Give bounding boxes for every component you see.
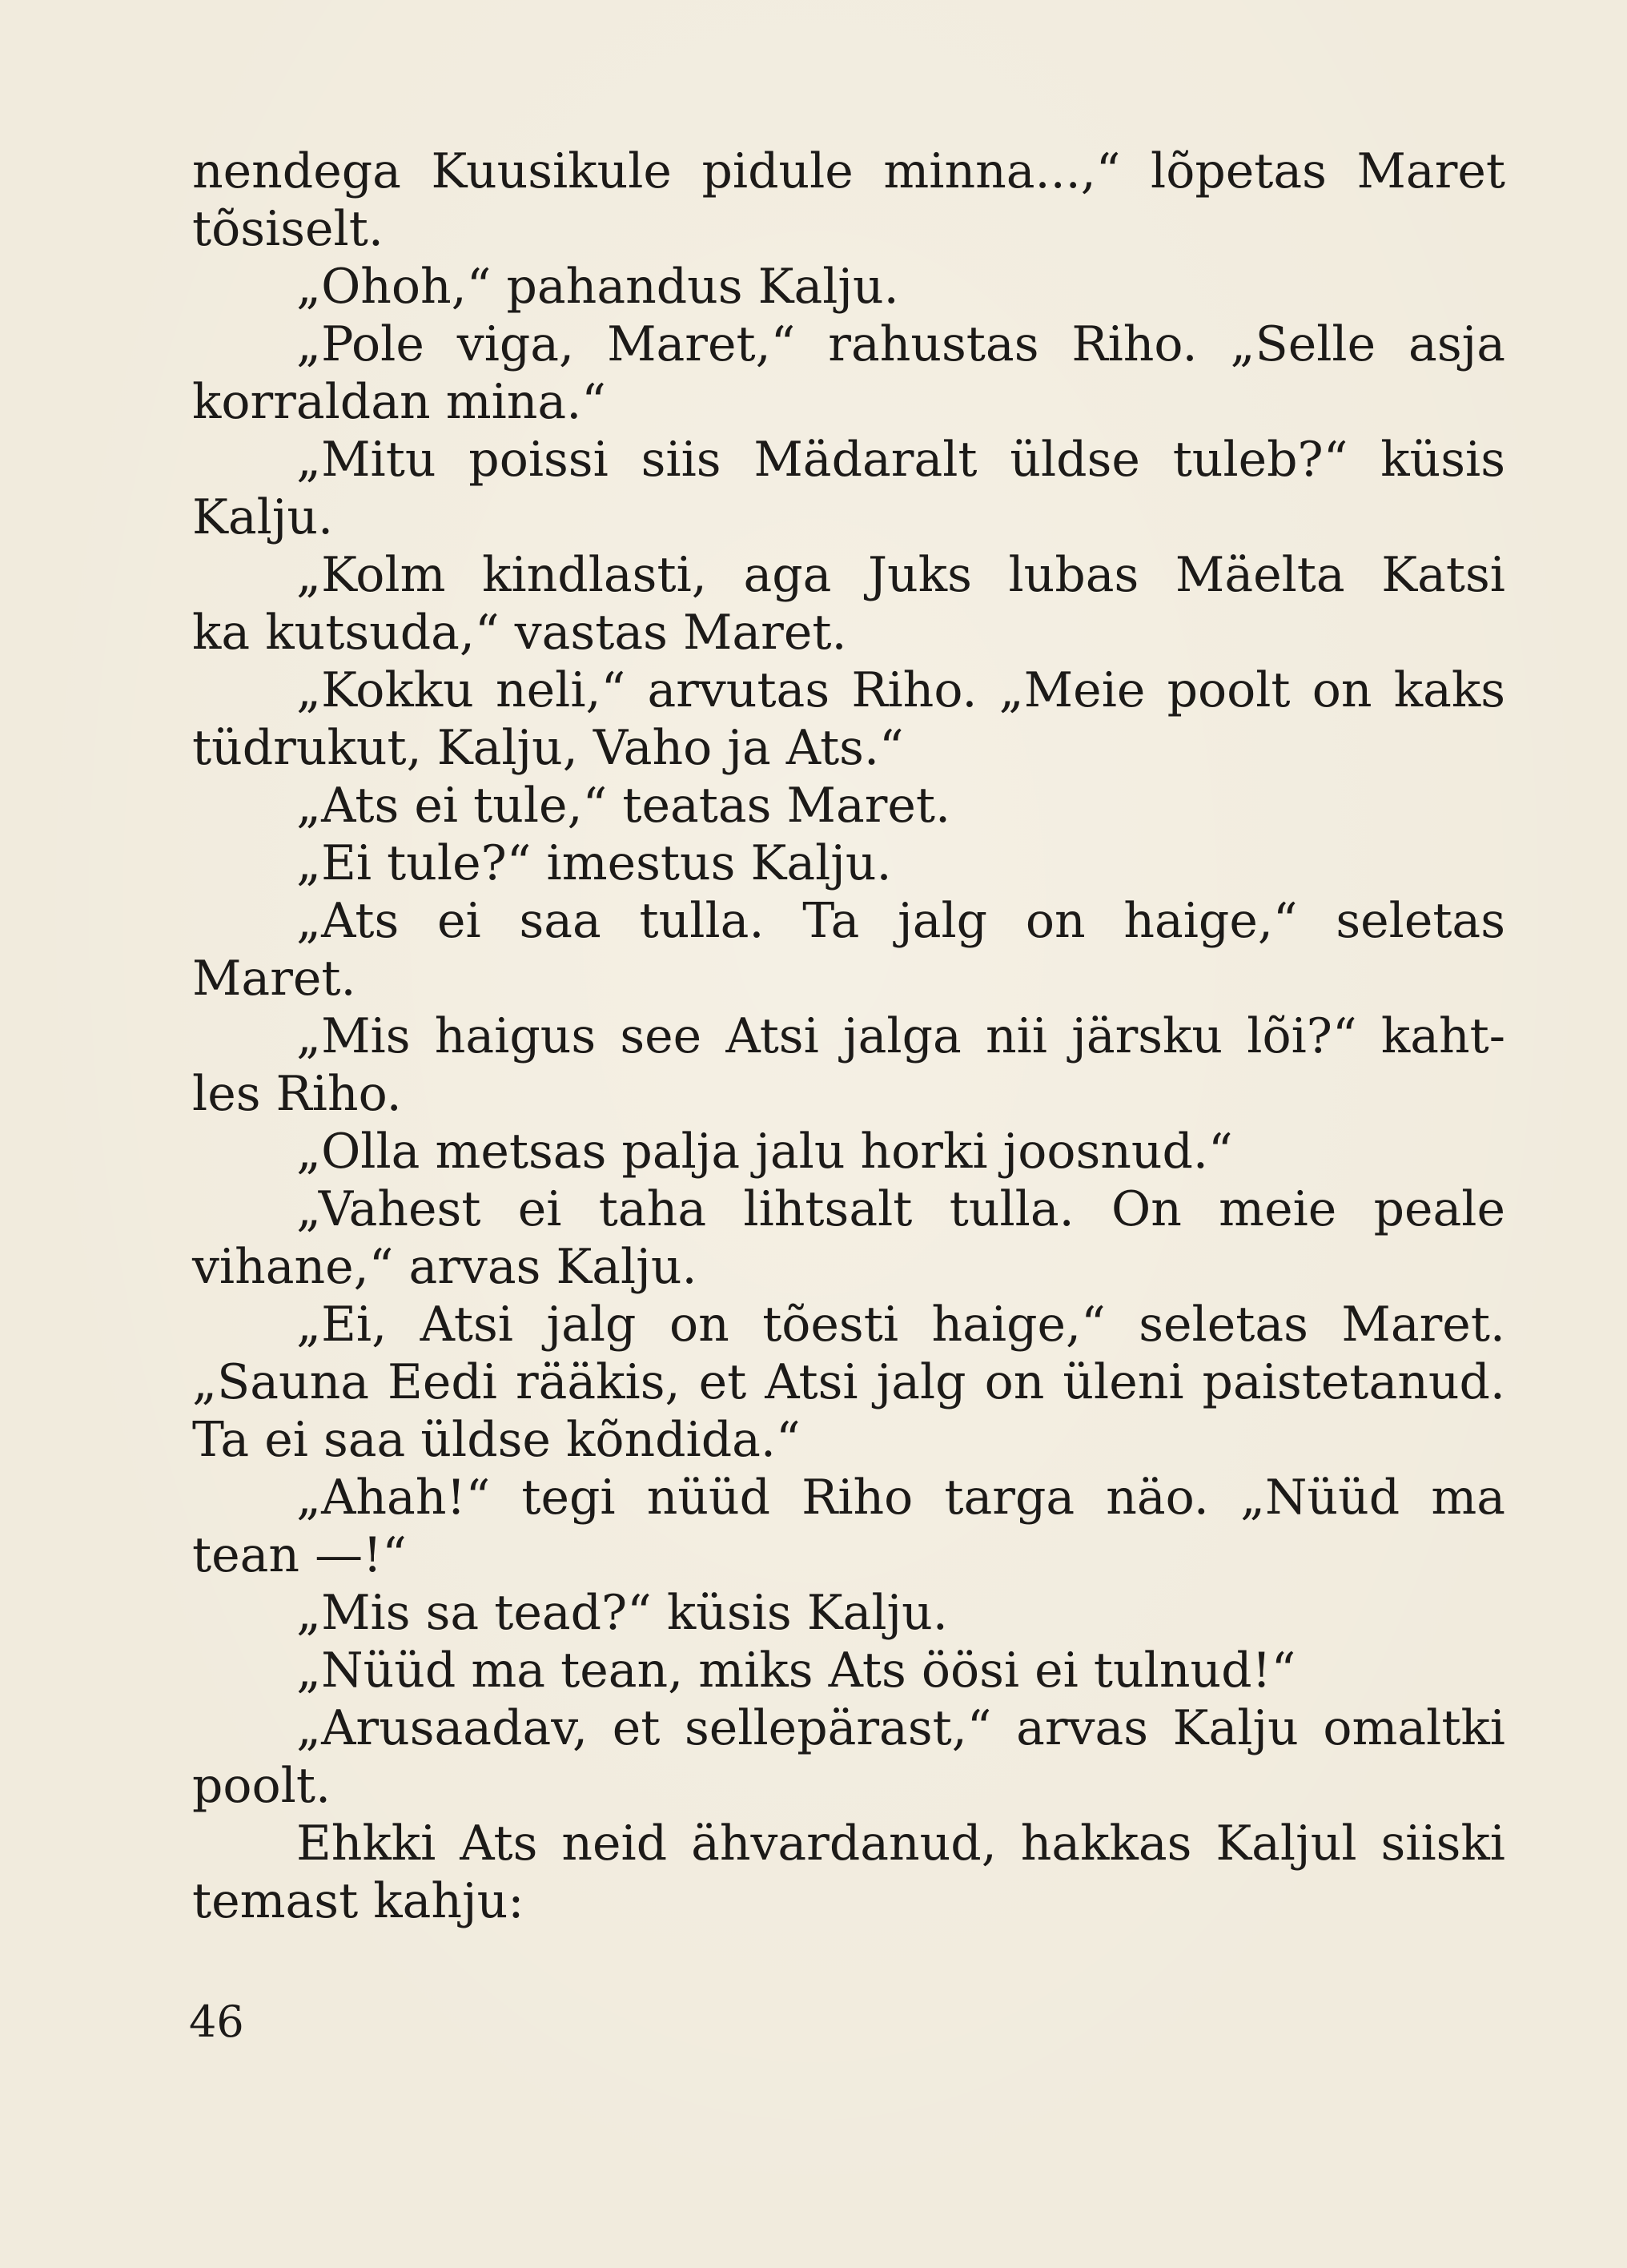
text-line: Maret. [192,951,356,1007]
text-line: tõsiselt. [192,201,384,257]
text-line: tean —!“ [192,1527,407,1583]
page-number: 46 [189,1997,244,2047]
text-line: Ehkki Ats neid ähvardanud, hakkas Kaljul siiski [296,1816,1505,1872]
text-line: „Mitu poissi siis Mädaralt üldse tuleb?“ küsis [296,432,1505,488]
text-line: nendega Kuusikule pidule minna...,“ lõpetas Maret [192,143,1505,199]
text-line: vihane,“ arvas Kalju. [192,1239,697,1295]
text-line: les Riho. [192,1066,402,1122]
text-line: Ta ei saa üldse kõndida.“ [192,1412,801,1468]
text-line: ka kutsuda,“ vastas Maret. [192,605,847,661]
text-line: „Ats ei tule,“ teatas Maret. [296,778,951,834]
text-line: „Kolm kindlasti, aga Juks lubas Mäelta Katsi [296,547,1505,603]
text-line: korraldan mina.“ [192,374,606,430]
text-line: „Ohoh,“ pahandus Kalju. [296,259,899,315]
text-line: Kalju. [192,489,334,545]
text-line: „Sauna Eedi rääkis, et Atsi jalg on üleni paistetanud. [192,1354,1505,1410]
text-line: „Ei tule?“ imestus Kalju. [296,835,892,891]
text-line: „Olla metsas palja jalu horki joosnud.“ [296,1124,1233,1180]
text-line: „Mis haigus see Atsi jalga nii järsku lõi?“ kaht- [296,1008,1505,1064]
text-line: „Pole viga, Maret,“ rahustas Riho. „Selle asja [296,316,1505,372]
text-line: poolt. [192,1758,331,1814]
text-line: „Arusaadav, et sellepärast,“ arvas Kalju omaltki [296,1700,1505,1756]
text-line: temast kahju: [192,1873,524,1929]
text-line: „Ahah!“ tegi nüüd Riho targa näo. „Nüüd ma [296,1470,1505,1526]
text-line: tüdrukut, Kalju, Vaho ja Ats.“ [192,720,904,776]
text-line: „Ats ei saa tulla. Ta jalg on haige,“ seletas [296,893,1505,949]
text-line: „Vahest ei taha lihtsalt tulla. On meie peale [296,1181,1505,1237]
text-line: „Nüüd ma tean, miks Ats öösi ei tulnud!“ [296,1643,1296,1699]
text-line: „Kokku neli,“ arvutas Riho. „Meie poolt on kaks [296,662,1505,718]
text-line: „Mis sa tead?“ küsis Kalju. [296,1585,948,1641]
text-line: „Ei, Atsi jalg on tõesti haige,“ seletas Maret. [296,1297,1505,1353]
